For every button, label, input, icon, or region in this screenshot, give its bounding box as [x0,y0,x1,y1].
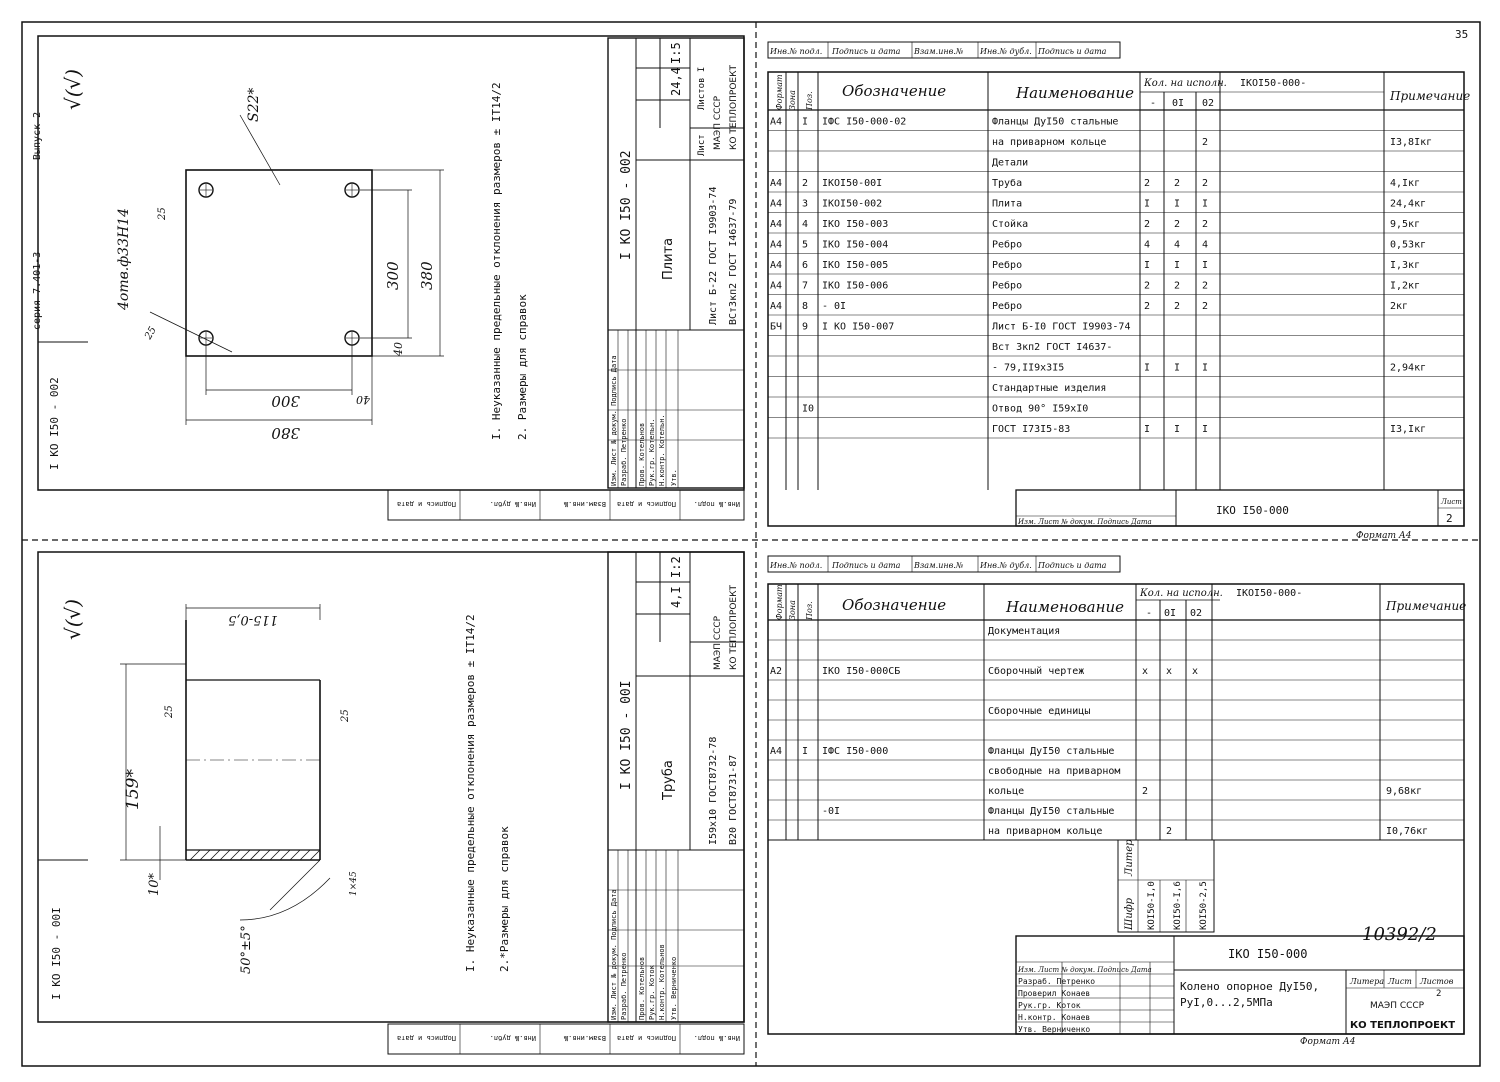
spec-cell-name: Ребро [992,280,1023,292]
note-002-1: I. Неуказанные предельные отклонения размеров ± IT14/2 [490,82,503,440]
spec-cell-note: I0,76кг [1386,826,1429,837]
spec-cell-qty: I [1202,362,1209,374]
roughness-002a: 25 [157,207,168,220]
roughness-001a: 25 [164,705,175,718]
drawing-002-panel [32,36,744,520]
hdr-col: 0I [1172,98,1185,109]
spec-cell-qty: 2 [1142,786,1149,797]
spec-cell-p: 4 [802,219,809,230]
stamp-001-row: Пров. Котельнов [638,956,646,1020]
spec-cell-qty: 2 [1174,178,1181,189]
strip-s2-2: Подпись и дата [832,47,901,56]
spec-cell-qty: х [1192,666,1199,677]
spec-cell-qty: 2 [1144,219,1151,230]
outer-frame [22,22,1480,1066]
strip-001-4: Подпись и дата [616,1034,676,1042]
strip-s2-1: Инв.№ подл. [770,47,823,56]
spec-cell-des: - 0I [822,301,847,312]
spec-cell-qty: I [1202,424,1209,435]
spec-cell-f: А4 [770,301,783,312]
weld-symbol-002: √(√) [61,68,85,110]
spec-cell-qty: 4 [1174,239,1181,251]
stamp-s2-sheet-label: Лист [1441,498,1462,506]
note-001-1: I. Неуказанные предельные отклонения размеров ± IT14/2 [464,614,477,972]
spec-cell-qty: 2 [1144,301,1151,312]
drawing-002-code-strip: I КО I50 - 002 [48,377,61,470]
drawing-001-material-1: I59х10 ГОСТ8732-78 [708,736,719,845]
stamp-s1-code: IКО I50-000 [1228,947,1308,961]
title-block-001 [608,552,744,1022]
variants-shifr: Шифр [1124,897,1135,930]
hdr-designation: Обозначение [842,596,947,614]
org-label-001: МАЭП СССР [713,615,723,670]
spec-cell-qty: 2 [1174,280,1181,292]
weld-symbol-001: √(√) [61,598,85,640]
drawing-002-sheets: Листов I [697,66,707,110]
hdr-col: 0I [1164,608,1177,619]
title-block-002 [608,38,744,488]
stamp-002-row: Разраб. Петренко [620,418,628,486]
dim-chamfer: 1×45 [349,871,359,896]
hdr-variant: IКОI50-000- [1236,588,1303,599]
spec-cell-name: Фланцы ДуI50 стальные [992,116,1119,128]
hdr-col: 02 [1190,608,1203,619]
format-s2: Формат А4 [1356,531,1412,541]
spec-cell-note: I3,8Iкг [1390,137,1433,148]
dim-380-horizontal: 380 [271,424,300,442]
spec-cell-qty: х [1142,666,1149,677]
strip-002-2: Инв.№ дубл. [489,500,536,508]
spec-cell-note: 9,5кг [1390,219,1421,230]
dim-159: 159* [123,769,143,810]
spec-sheet-2-rows [768,117,1464,439]
stamp-s1-row: Н.контр. Конаев [1018,1013,1091,1022]
spec-cell-name: Плита [992,198,1023,210]
hdr-name: Наименование [1006,598,1125,616]
spec-cell-qty: I [1202,260,1209,271]
drawing-002-material-2: ВСт3кп2 ГОСТ I4637-79 [728,198,739,325]
strip-001-1: Подпись и дата [396,1034,456,1042]
hdr-note: Примечание [1386,599,1467,613]
spec-cell-p: 3 [802,198,809,210]
spec-cell-qty: х [1166,666,1173,677]
hdr-col: - [1150,98,1157,109]
dim-40-horizontal: 40 [356,393,370,406]
spec-cell-name: Вст 3кп2 ГОСТ I4637- [992,342,1113,353]
spec-cell-note: 24,4кг [1390,198,1427,210]
hdr-col: - [1146,608,1153,619]
stamp-001-row: Утв. Верниченко [670,956,678,1020]
spec-cell-des: IКО I50-004 [822,239,889,251]
drawing-001-frame [38,552,744,1022]
strip-s1-4: Инв.№ дубл. [980,561,1032,570]
variant-2: КОI50-I,6 [1173,881,1183,930]
spec-cell-qty: 2 [1202,280,1209,292]
archive-number: 10392/2 [1362,924,1437,945]
spec-cell-name: Сборочные единицы [988,706,1091,717]
stamp-001-row: Разраб. Петренко [620,952,628,1020]
spec-cell-p: 2 [802,178,809,189]
dim-115: 115-0,5 [228,612,278,627]
format-s1: Формат А4 [1300,1037,1356,1047]
note-002-2: 2. Размеры для справок [516,294,529,440]
hdr-zone: Зона [788,600,797,620]
drawing-002-title: Плита [661,237,676,280]
spec-cell-p: 5 [802,239,809,251]
spec-cell-des: -0I [822,806,841,817]
spec-cell-name: Ребро [992,239,1023,251]
spec-cell-des: IФС I50-000 [822,746,889,757]
dim-40-vertical: 40 [392,342,405,356]
spec-cell-qty: 2 [1174,219,1181,230]
strip-s2-3: Взам.инв.№ [914,47,964,56]
strip-001-2: Инв.№ дубл. [489,1034,536,1042]
drawing-001-code-strip: I КО I50 - 00I [50,907,63,1000]
stamp-s1-sheet-label: Лист [1388,977,1412,986]
stamp-002-row: Н.контр. Котельн. [658,414,666,486]
drawing-001-title: Труба [661,760,676,800]
spec-sheet-1-rows [768,626,1464,840]
spec-cell-qty: I [1144,198,1151,210]
spec-cell-p: I [802,116,809,128]
strip-002-4: Подпись и дата [616,500,676,508]
stamp-002-row: Пров. Котельнов [638,422,646,486]
spec-cell-qty: I [1144,362,1151,374]
spec-cell-des: IКОI50-002 [822,198,883,210]
spec-sheet-1 [768,556,1466,1047]
spec-cell-name: Ребро [992,260,1023,271]
stamp-s1-sheets-value: 2 [1436,989,1442,999]
org-name-001: КО ТЕПЛОПРОЕКТ [729,585,739,670]
stamp-s2-code: IКО I50-000 [1216,504,1289,517]
variant-3: КОI50-2,5 [1199,881,1209,930]
variants-litera: Литер [1124,839,1135,876]
spec-cell-qty: 2 [1202,301,1209,312]
spec-cell-note: I,2кг [1390,280,1421,292]
org-label-002: МАЭП СССР [713,95,723,150]
hdr-pos: Поз. [805,91,814,110]
spec-cell-des: IКО I50-006 [822,280,889,292]
spec-cell-qty: I [1174,198,1181,210]
spec-cell-note: 2,94кг [1390,362,1427,374]
drawing-001-code: I КО I50 - 00I [619,680,634,790]
dim-300-horizontal: 300 [271,392,300,410]
hdr-pos: Поз. [805,601,814,620]
spec-sheet-2 [768,42,1470,541]
spec-cell-name: Отвод 90° I59хI0 [992,403,1089,415]
hdr-zone: Зона [788,90,797,110]
spec-cell-qty: I [1174,424,1181,435]
drawing-001-panel [38,552,744,1054]
spec-cell-f: А4 [770,198,783,210]
spec-cell-des: IКОI50-00I [822,178,883,189]
hdr-col: 02 [1202,98,1215,109]
spec-cell-name: Фланцы ДуI50 стальные [988,746,1115,757]
plate-thickness: S22* [246,87,262,122]
spec-cell-qty: I [1202,198,1209,210]
stamp-001-row: Рук.гр. Коток [648,965,656,1020]
stamp-s1-row: Проверил Конаев [1018,989,1091,998]
holes-callout: 4отв.ф33Н14 [116,207,132,310]
spec-cell-name: Детали [992,157,1029,169]
spec-cell-name: Фланцы ДуI50 стальные [988,806,1115,817]
spec-cell-f: А4 [770,219,783,230]
spec-cell-des: IКО I50-003 [822,219,889,230]
spec-cell-name: Труба [992,178,1023,189]
spec-cell-qty: I [1144,260,1151,271]
spec-cell-qty: 2 [1202,137,1209,148]
dim-angle: 50°±5° [239,925,254,974]
roughness-002b: 25 [143,324,159,342]
strip-s1-1: Инв.№ подл. [770,561,823,570]
spec-cell-f: А4 [770,116,783,128]
series-label: серия 7.401-3 [32,251,43,330]
stamp-s1-row: Разраб. Петренко [1018,977,1096,986]
stamp-s1-org-bottom: КО ТЕПЛОПРОЕКТ [1350,1020,1456,1031]
spec-cell-qty: 2 [1202,178,1209,189]
spec-cell-qty: I [1174,362,1181,374]
spec-cell-des: IКО I50-005 [822,260,889,271]
document-title-1: Колено опорное ДуI50, [1180,980,1320,993]
hdr-variant: IКОI50-000- [1240,78,1307,89]
stamp-002-row: Утв. [670,469,678,486]
dim-300-vertical: 300 [384,261,402,290]
drawing-002-material-1: Лист Б-22 ГОСТ I9903-74 [708,186,719,325]
hdr-qty: Кол. на исполн. [1144,78,1227,89]
hdr-designation: Обозначение [842,82,947,100]
strip-s1-2: Подпись и дата [832,561,901,570]
spec-cell-f: А4 [770,746,783,757]
spec-cell-p: 6 [802,260,809,271]
strip-s1-3: Взам.инв.№ [914,561,964,570]
stamp-s1-row: Утв. Верниченко [1018,1025,1091,1034]
drawing-002-scale: I:5 [669,42,683,64]
stamp-s1-row: Изм. Лист № докум. Подпись Дата [1018,966,1152,974]
stamp-002-row: Изм. Лист № докум. Подпись Дата [610,355,618,486]
spec-cell-name: Лист Б-I0 ГОСТ I9903-74 [992,321,1131,333]
stamp-s1-org-top: МАЭП СССР [1370,1001,1425,1011]
strip-002-1: Подпись и дата [396,500,456,508]
spec-cell-p: 8 [802,301,809,312]
spec-cell-p: I [802,746,809,757]
spec-cell-note: 9,68кг [1386,786,1423,797]
spec-cell-name: свободные на приварном [988,766,1121,777]
spec-cell-name: Сборочный чертеж [988,666,1085,677]
spec-cell-name: на приварном кольце [992,137,1107,148]
stamp-001-row: Изм. Лист № докум. Подпись Дата [610,889,618,1020]
hdr-qty: Кол. на исполн. [1140,588,1223,599]
spec-cell-f: А4 [770,280,783,292]
spec-cell-name: на приварном кольце [988,826,1103,837]
spec-cell-note: 2кг [1390,301,1409,312]
spec-cell-note: 0,53кг [1390,239,1427,251]
spec-cell-qty: 4 [1144,239,1151,251]
note-001-2: 2.*Размеры для справок [498,826,511,972]
stamp-s1-sheets-label: Листов [1420,977,1454,986]
spec-cell-name: ГОСТ I73I5-83 [992,424,1071,435]
strip-s2-5: Подпись и дата [1038,47,1107,56]
dim-10: 10* [147,872,162,896]
spec-cell-name: - 79,II9х3I5 [992,362,1065,374]
drawing-001-scale: I:2 [669,556,683,578]
spec-cell-f: А4 [770,178,783,189]
stamp-s2-sheet-no: 2 [1446,512,1453,525]
hdr-format: Формат [775,74,784,110]
spec-cell-qty: 2 [1144,178,1151,189]
spec-cell-p: 9 [802,321,809,333]
plate-outline [186,170,372,356]
hdr-format: Формат [775,584,784,620]
strip-s1-5: Подпись и дата [1038,561,1107,570]
spec-cell-qty: 2 [1144,280,1151,292]
drawing-002-mass: 24,4 [669,67,683,96]
hdr-note: Примечание [1390,89,1471,103]
page-number: 35 [1455,28,1469,41]
variant-1: КОI50-I,0 [1147,881,1157,930]
stamp-s2-labels: Изм. Лист № докум. Подпись Дата [1018,518,1152,526]
spec-cell-name: кольце [988,786,1025,797]
strip-001-5: Инв.№ подл. [693,1034,740,1042]
spec-cell-name: Ребро [992,301,1023,312]
spec-cell-note: I,3кг [1390,260,1421,271]
spec-cell-p: I0 [802,403,815,415]
spec-cell-qty: 2 [1202,219,1209,230]
hdr-name: Наименование [1016,84,1135,102]
dim-380-vertical: 380 [418,261,436,290]
spec-cell-name: Документация [988,626,1061,637]
roughness-001b: 25 [340,709,351,722]
spec-cell-des: I КО I50-007 [822,321,895,333]
drawing-002-code: I КО I50 - 002 [619,150,634,260]
spec-cell-qty: I [1174,260,1181,271]
spec-cell-f: А4 [770,239,783,251]
drawing-002-sheet: Лист [697,134,707,156]
spec-cell-note: 4,Iкг [1390,178,1421,189]
spec-cell-note: I3,Iкг [1390,424,1427,435]
drawing-001-material-2: В20 ГОСТ8731-87 [728,754,739,845]
spec-cell-qty: I [1144,424,1151,435]
spec-cell-des: IФС I50-000-02 [822,116,907,128]
spec-cell-name: Стойка [992,219,1029,230]
stamp-s1-row: Рук.гр. Коток [1018,1001,1081,1010]
stamp-s1-litera: Литера [1350,977,1385,986]
spec-cell-f: БЧ [770,321,783,333]
spec-cell-qty: 2 [1166,826,1173,837]
strip-002-3: Взам.инв.№ [563,500,606,508]
spec-cell-des: IКО I50-000СБ [822,666,901,677]
spec-cell-f: А2 [770,666,783,677]
strip-002-5: Инв.№ подл. [693,500,740,508]
drawing-001-mass: 4,I [669,586,683,608]
issue-label: Выпуск 2 [32,111,43,160]
spec-cell-p: 7 [802,280,809,292]
spec-cell-qty: 4 [1202,239,1209,251]
strip-001-3: Взам.инв.№ [563,1034,606,1042]
document-title-2: РуI,0...2,5МПа [1180,996,1273,1009]
strip-s2-4: Инв.№ дубл. [980,47,1032,56]
org-name-002: КО ТЕПЛОПРОЕКТ [729,65,739,150]
stamp-002-row: Рук.гр. Котельн. [648,418,656,486]
spec-cell-f: А4 [770,260,783,271]
spec-cell-qty: 2 [1174,301,1181,312]
stamp-001-row: Н.контр. Котельнов [658,944,666,1020]
spec-cell-name: Стандартные изделия [992,383,1107,394]
